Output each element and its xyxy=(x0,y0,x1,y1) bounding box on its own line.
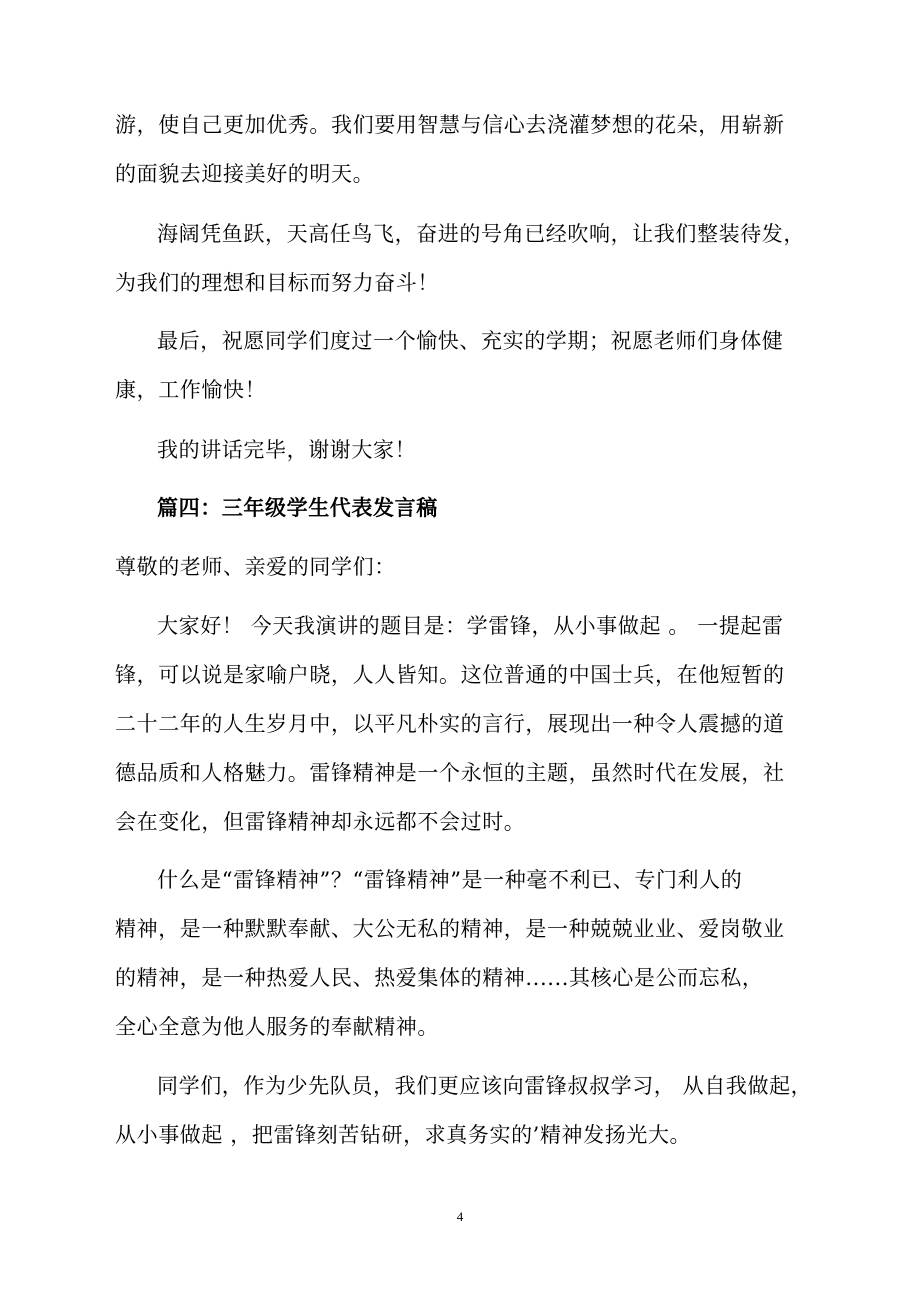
text-line: 我的讲话完毕，谢谢大家！ xyxy=(157,438,417,462)
text-line: 二十二年的人生岁月中，以平凡朴实的言行，展现出一种令人震撼的道 xyxy=(115,712,785,736)
text-line: 最后，祝愿同学们度过一个愉快、充实的学期；祝愿老师们身体健 xyxy=(157,329,784,353)
text-line: 全心全意为他人服务的奉献精神。 xyxy=(115,1015,439,1039)
section-heading: 篇四：三年级学生代表发言稿 xyxy=(157,495,438,520)
text-line: 的面貌去迎接美好的明天。 xyxy=(115,162,375,186)
text-line: 大家好！ 今天我演讲的题目是：学雷锋，从小事做起 。 一提起雷 xyxy=(157,614,784,638)
text-line: 的精神，是一种热爱人民、热爱集体的精神......其核心是公而忘私， xyxy=(115,966,764,990)
salutation: 尊敬的老师、亲爱的同学们： xyxy=(115,555,396,579)
text-line: 康，工作愉快！ xyxy=(115,378,267,402)
page-number: 4 xyxy=(456,1209,464,1224)
text-line: 什么是“雷锋精神”？“雷锋精神”是一种毫不利已、专门利人的 xyxy=(157,868,743,892)
text-line: 从小事做起 ，把雷锋刻苦钻研，求真务实的’精神发扬光大。 xyxy=(115,1123,692,1147)
text-line: 游，使自己更加优秀。我们要用智慧与信心去浇灌梦想的花朵，用崭新 xyxy=(115,113,785,137)
text-line: 精神，是一种默默奉献、大公无私的精神，是一种兢兢业业、爱岗敬业 xyxy=(115,917,785,941)
text-line: 会在变化，但雷锋精神却永远都不会过时。 xyxy=(115,810,526,834)
text-line: 海阔凭鱼跃，天高任鸟飞，奋进的号角已经吹响，让我们整装待发， xyxy=(157,222,805,246)
text-line: 为我们的理想和目标而努力奋斗！ xyxy=(115,271,439,295)
text-line: 德品质和人格魅力。雷锋精神是一个永恒的主题，虽然时代在发展，社 xyxy=(115,761,785,785)
text-line: 同学们，作为少先队员，我们更应该向雷锋叔叔学习， 从自我做起， xyxy=(157,1074,813,1098)
text-line: 锋，可以说是家喻户晓，人人皆知。这位普通的中国士兵，在他短暂的 xyxy=(115,663,785,687)
